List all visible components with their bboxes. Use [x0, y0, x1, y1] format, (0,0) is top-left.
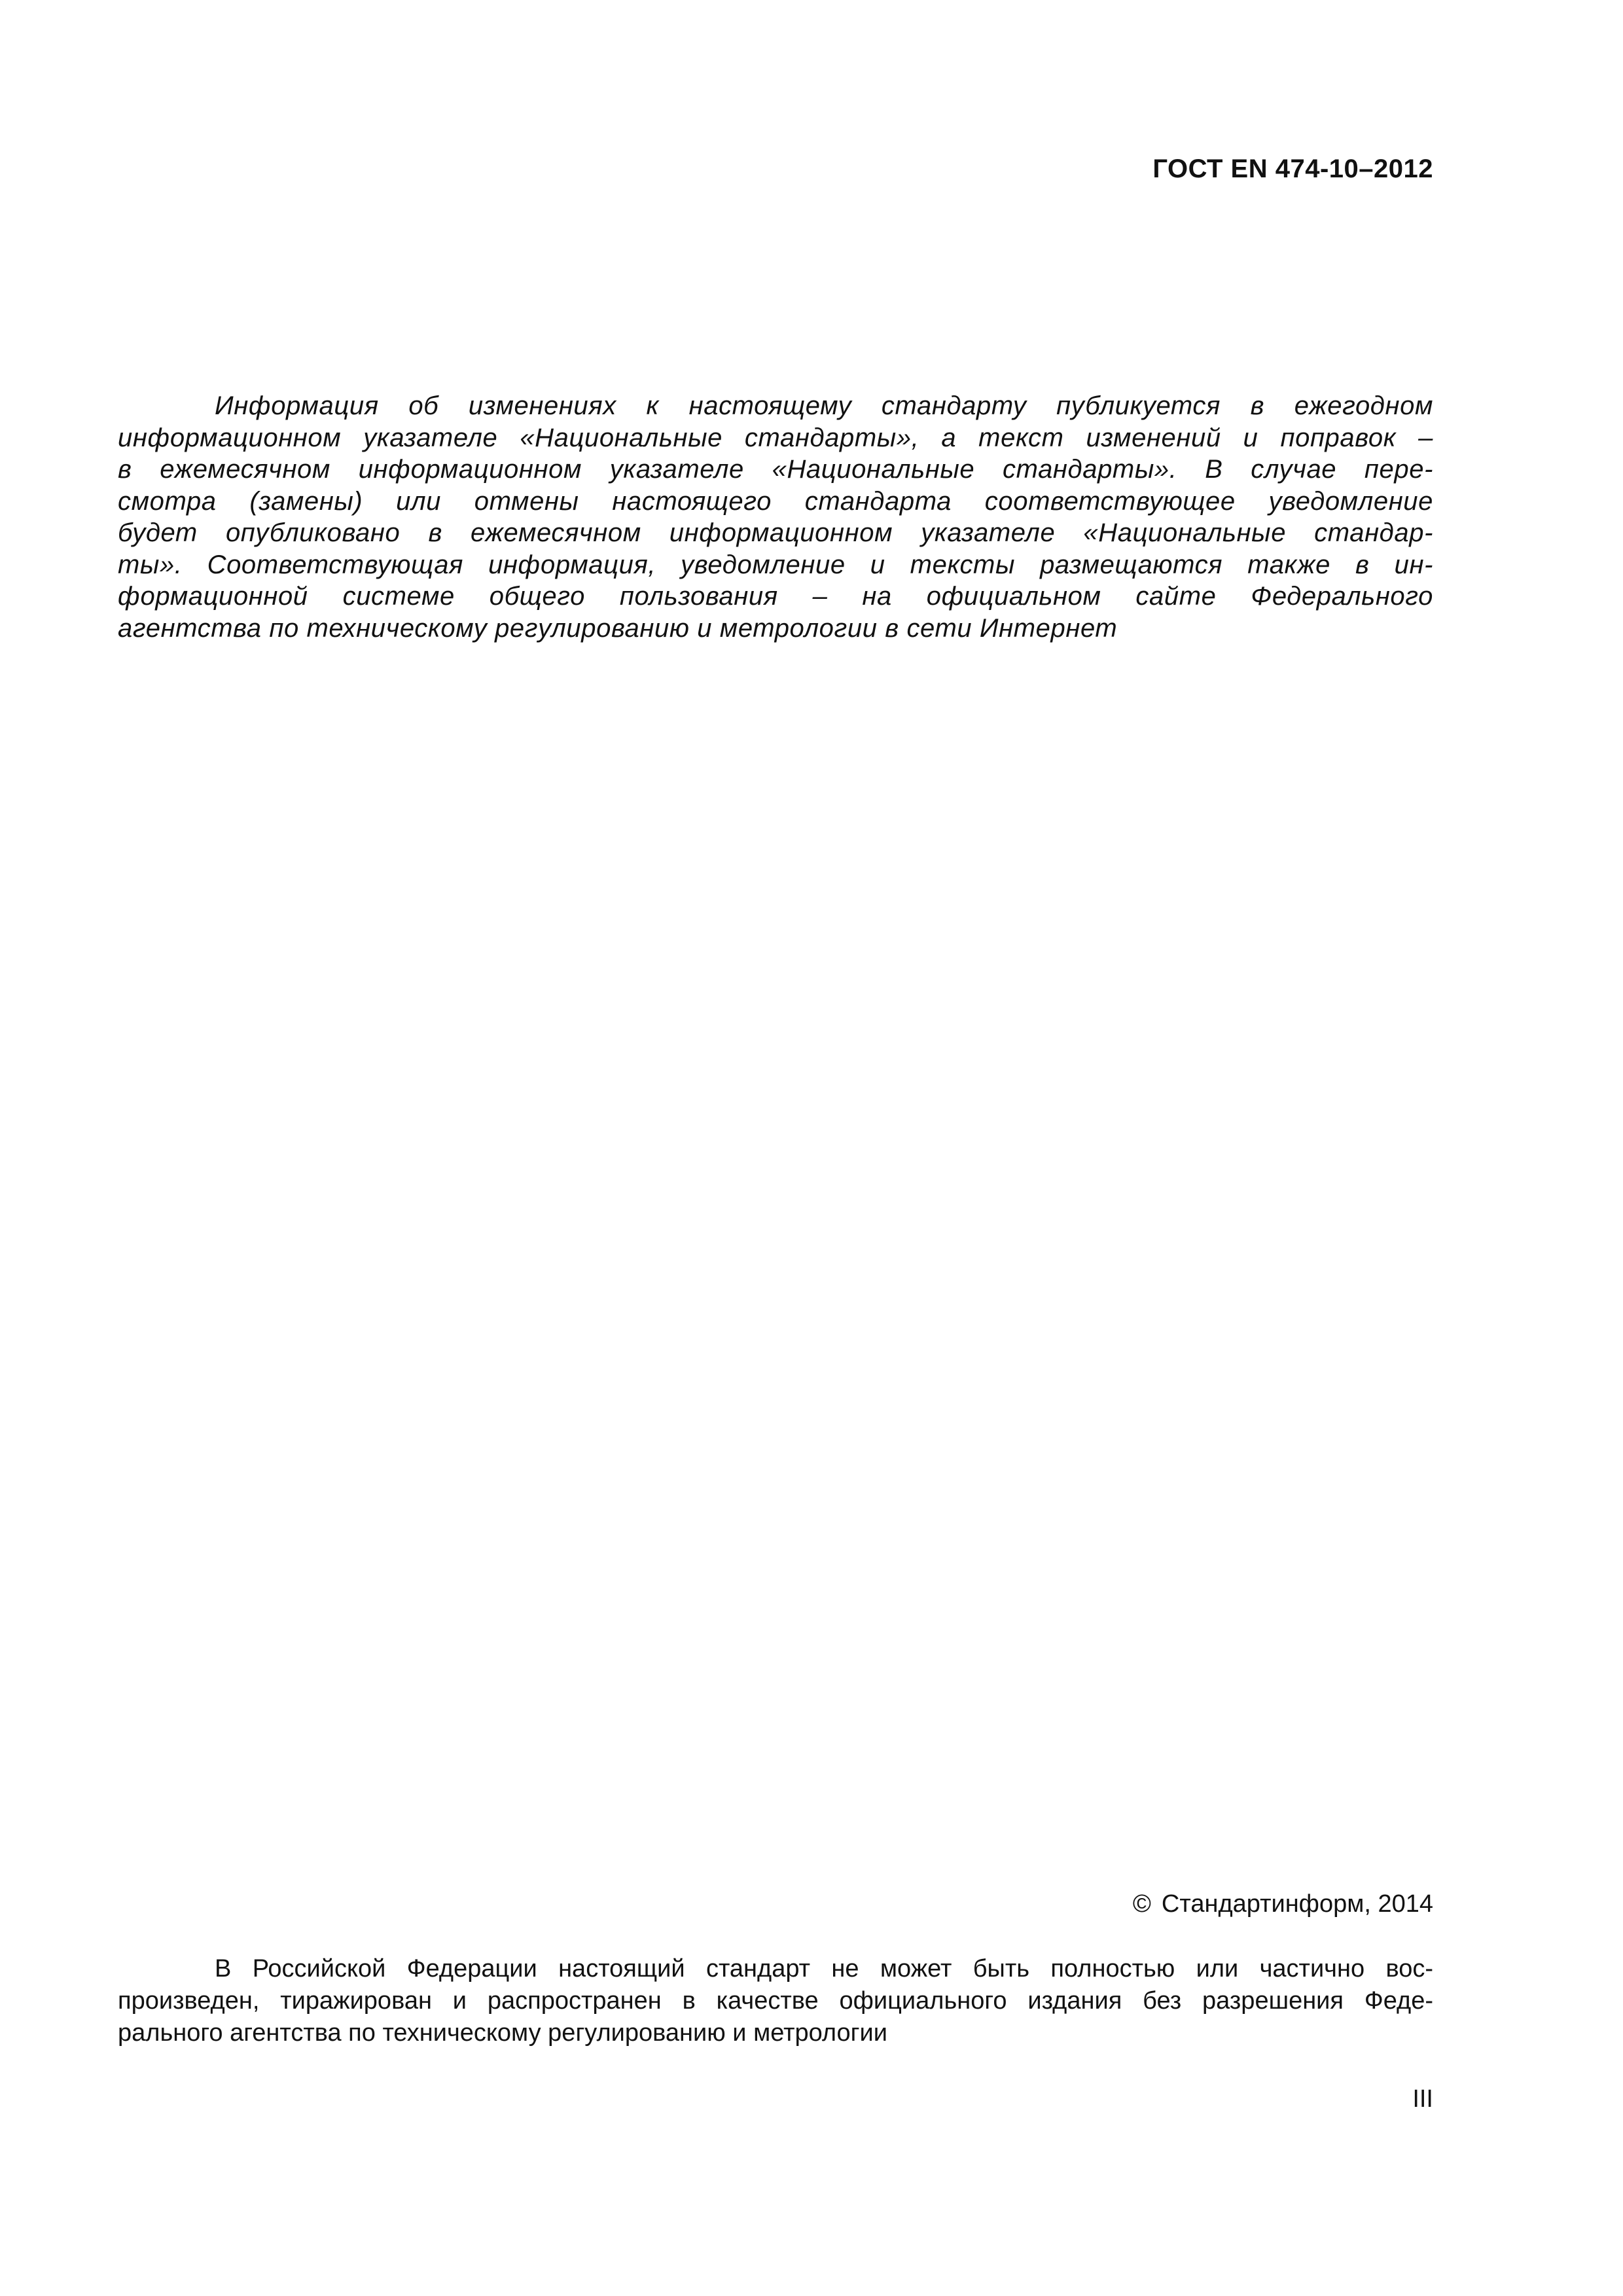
info-line: в ежемесячном информационном указателе «Национальные стандарты». В случае пере-: [118, 455, 1433, 484]
rights-line: произведен, тиражирован и распространен в качестве официального издания без разрешения Феде-: [118, 1987, 1433, 2015]
page-number: III: [1412, 2085, 1433, 2113]
rights-line: В Российской Федерации настоящий стандарт не может быть полностью или частично вос-: [215, 1955, 1433, 1982]
copyright-text: Стандартинформ, 2014: [1161, 1890, 1433, 1918]
rights-line: рального агентства по техническому регулированию и метрологии: [118, 2019, 887, 2047]
copyright-symbol: ©: [1132, 1890, 1151, 1918]
rights-paragraph: [118, 1953, 1433, 2049]
update-info-paragraph: [118, 390, 1433, 644]
info-line: Информация об изменениях к настоящему стандарту публикуется в ежегодном: [215, 391, 1433, 420]
info-line: агентства по техническому регулированию и метрологии в сети Интернет: [118, 613, 1118, 643]
standard-code: ГОСТ EN 474-10–2012: [1152, 154, 1433, 183]
info-line: формационной системе общего пользования – на официальном сайте Федерального: [118, 582, 1433, 611]
info-line: будет опубликовано в ежемесячном информационном указателе «Национальные стандар-: [118, 518, 1433, 547]
info-line: информационном указателе «Национальные стандарты», а текст изменений и поправок –: [118, 423, 1433, 452]
info-line: смотра (замены) или отмены настоящего стандарта соответствующее уведомление: [118, 486, 1433, 516]
info-line: ты». Соответствующая информация, уведомление и тексты размещаются также в ин-: [118, 550, 1433, 579]
copyright-notice: [1133, 1890, 1433, 1918]
